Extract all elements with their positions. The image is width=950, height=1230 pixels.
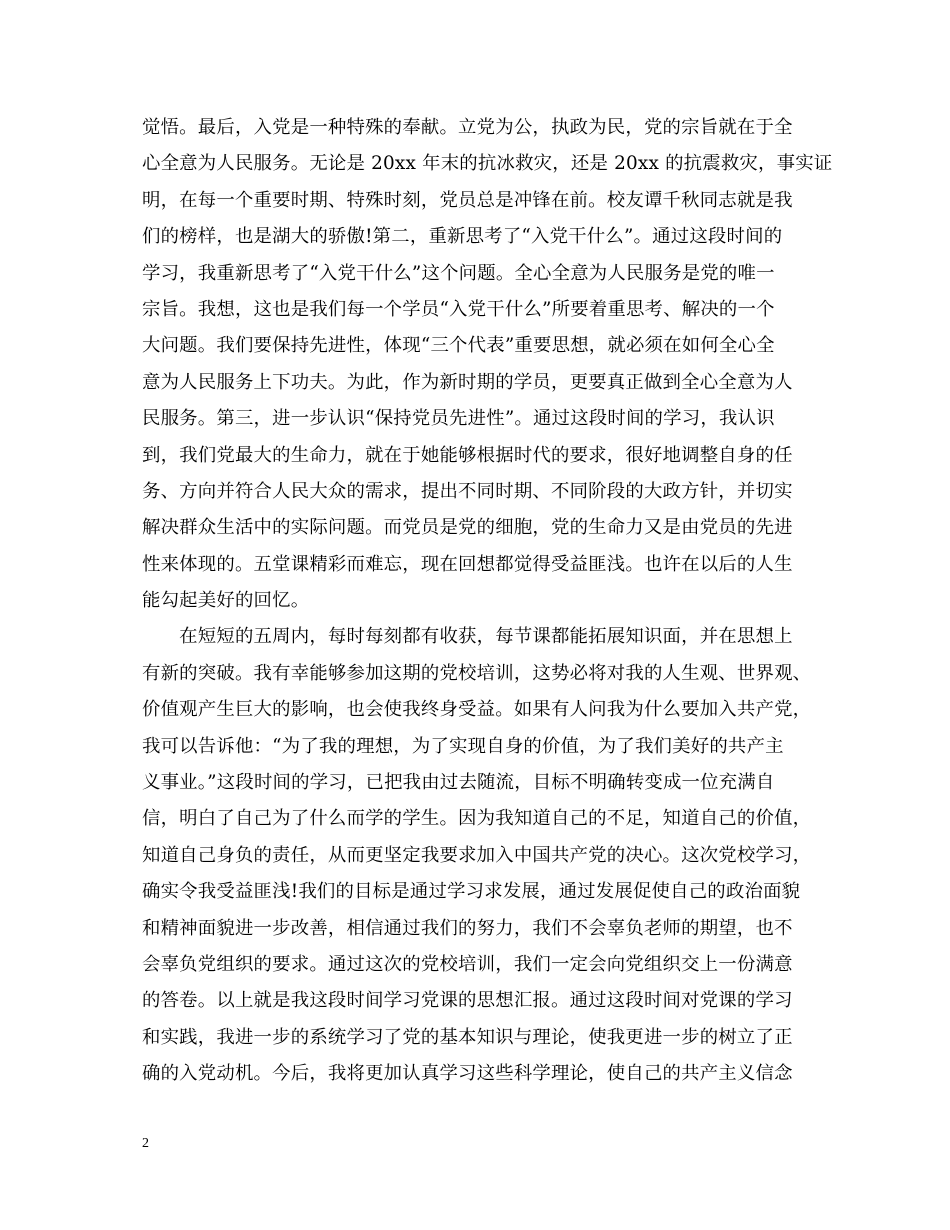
- text-line: 和实践，我进一步的系统学习了党的基本知识与理论，使我更进一步的树立了正: [142, 1026, 793, 1048]
- text-line: 的答卷。以上就是我这段时间学习党课的思想汇报。通过这段时间对党课的学习: [142, 990, 793, 1012]
- text-line: 民服务。第三，进一步认识“保持党员先进性”。通过这段时间的学习，我认识: [142, 408, 775, 430]
- text-line: 明，在每一个重要时期、特殊时刻，党员总是冲锋在前。校友谭千秋同志就是我: [142, 189, 793, 211]
- text-line: 到，我们党最大的生命力，就在于她能够根据时代的要求，很好地调整自身的任: [142, 444, 793, 466]
- page-number: 2: [142, 1136, 149, 1151]
- text-line: 有新的突破。我有幸能够参加这期的党校培训，这势必将对我的人生观、世界观、: [142, 662, 812, 684]
- text-line: 会辜负党组织的要求。通过这次的党校培训，我们一定会向党组织交上一份满意: [142, 953, 793, 975]
- text-line: 觉悟。最后，入党是一种特殊的奉献。立党为公，执政为民，党的宗旨就在于全: [142, 117, 793, 138]
- text-line: 大问题。我们要保持先进性，体现“三个代表”重要思想，就必须在如何全心全: [142, 335, 775, 357]
- text-line: 意为人民服务上下功夫。为此，作为新时期的学员，更要真正做到全心全意为人: [142, 371, 793, 393]
- text-line: 价值观产生巨大的影响，也会使我终身受益。如果有人问我为什么要加入共产党，: [142, 699, 812, 721]
- text-line: 和精神面貌进一步改善，相信通过我们的努力，我们不会辜负老师的期望，也不: [142, 917, 793, 939]
- text-line: 性来体现的。五堂课精彩而难忘，现在回想都觉得受益匪浅。也许在以后的人生: [142, 553, 793, 575]
- text-line: 确实令我受益匪浅!我们的目标是通过学习求发展，通过发展促使自己的政治面貌: [142, 881, 801, 903]
- text-line: 学习，我重新思考了“入党干什么”这个问题。全心全意为人民服务是党的唯一: [142, 262, 775, 284]
- text-line: 信，明白了自己为了什么而学的学生。因为我知道自己的不足，知道自己的价值，: [142, 808, 812, 830]
- text-line: 确的入党动机。今后，我将更加认真学习这些科学理论，使自己的共产主义信念: [142, 1063, 793, 1085]
- text-line: 我可以告诉他：“为了我的理想，为了实现自身的价值，为了我们美好的共产主: [142, 735, 784, 757]
- text-line: 务、方向并符合人民大众的需求，提出不同时期、不同阶段的大政方针，并切实: [142, 480, 793, 502]
- text-line: 们的榜样，也是湖大的骄傲!第二，重新思考了“入党干什么”。通过这段时间的: [142, 226, 783, 248]
- text-line: 知道自己身负的责任，从而更坚定我要求加入中国共产党的决心。这次党校学习，: [142, 844, 812, 866]
- text-line: 解决群众生活中的实际问题。而党员是党的细胞，党的生命力又是由党员的先进: [142, 517, 793, 539]
- text-line: 在短短的五周内，每时每刻都有收获，每节课都能拓展知识面，并在思想上: [142, 626, 793, 648]
- text-line: 宗旨。我想，这也是我们每一个学员“入党干什么”所要着重思考、解决的一个: [142, 298, 775, 320]
- text-line: 能勾起美好的回忆。: [142, 590, 310, 612]
- text-line: 义事业。”这段时间的学习，已把我由过去随流，目标不明确转变成一位充满自: [142, 772, 775, 794]
- text-line: 心全意为人民服务。无论是 20xx 年末的抗冰救灾，还是 20xx 的抗震救灾，事实证: [142, 153, 833, 175]
- body-text: [142, 110, 833, 1093]
